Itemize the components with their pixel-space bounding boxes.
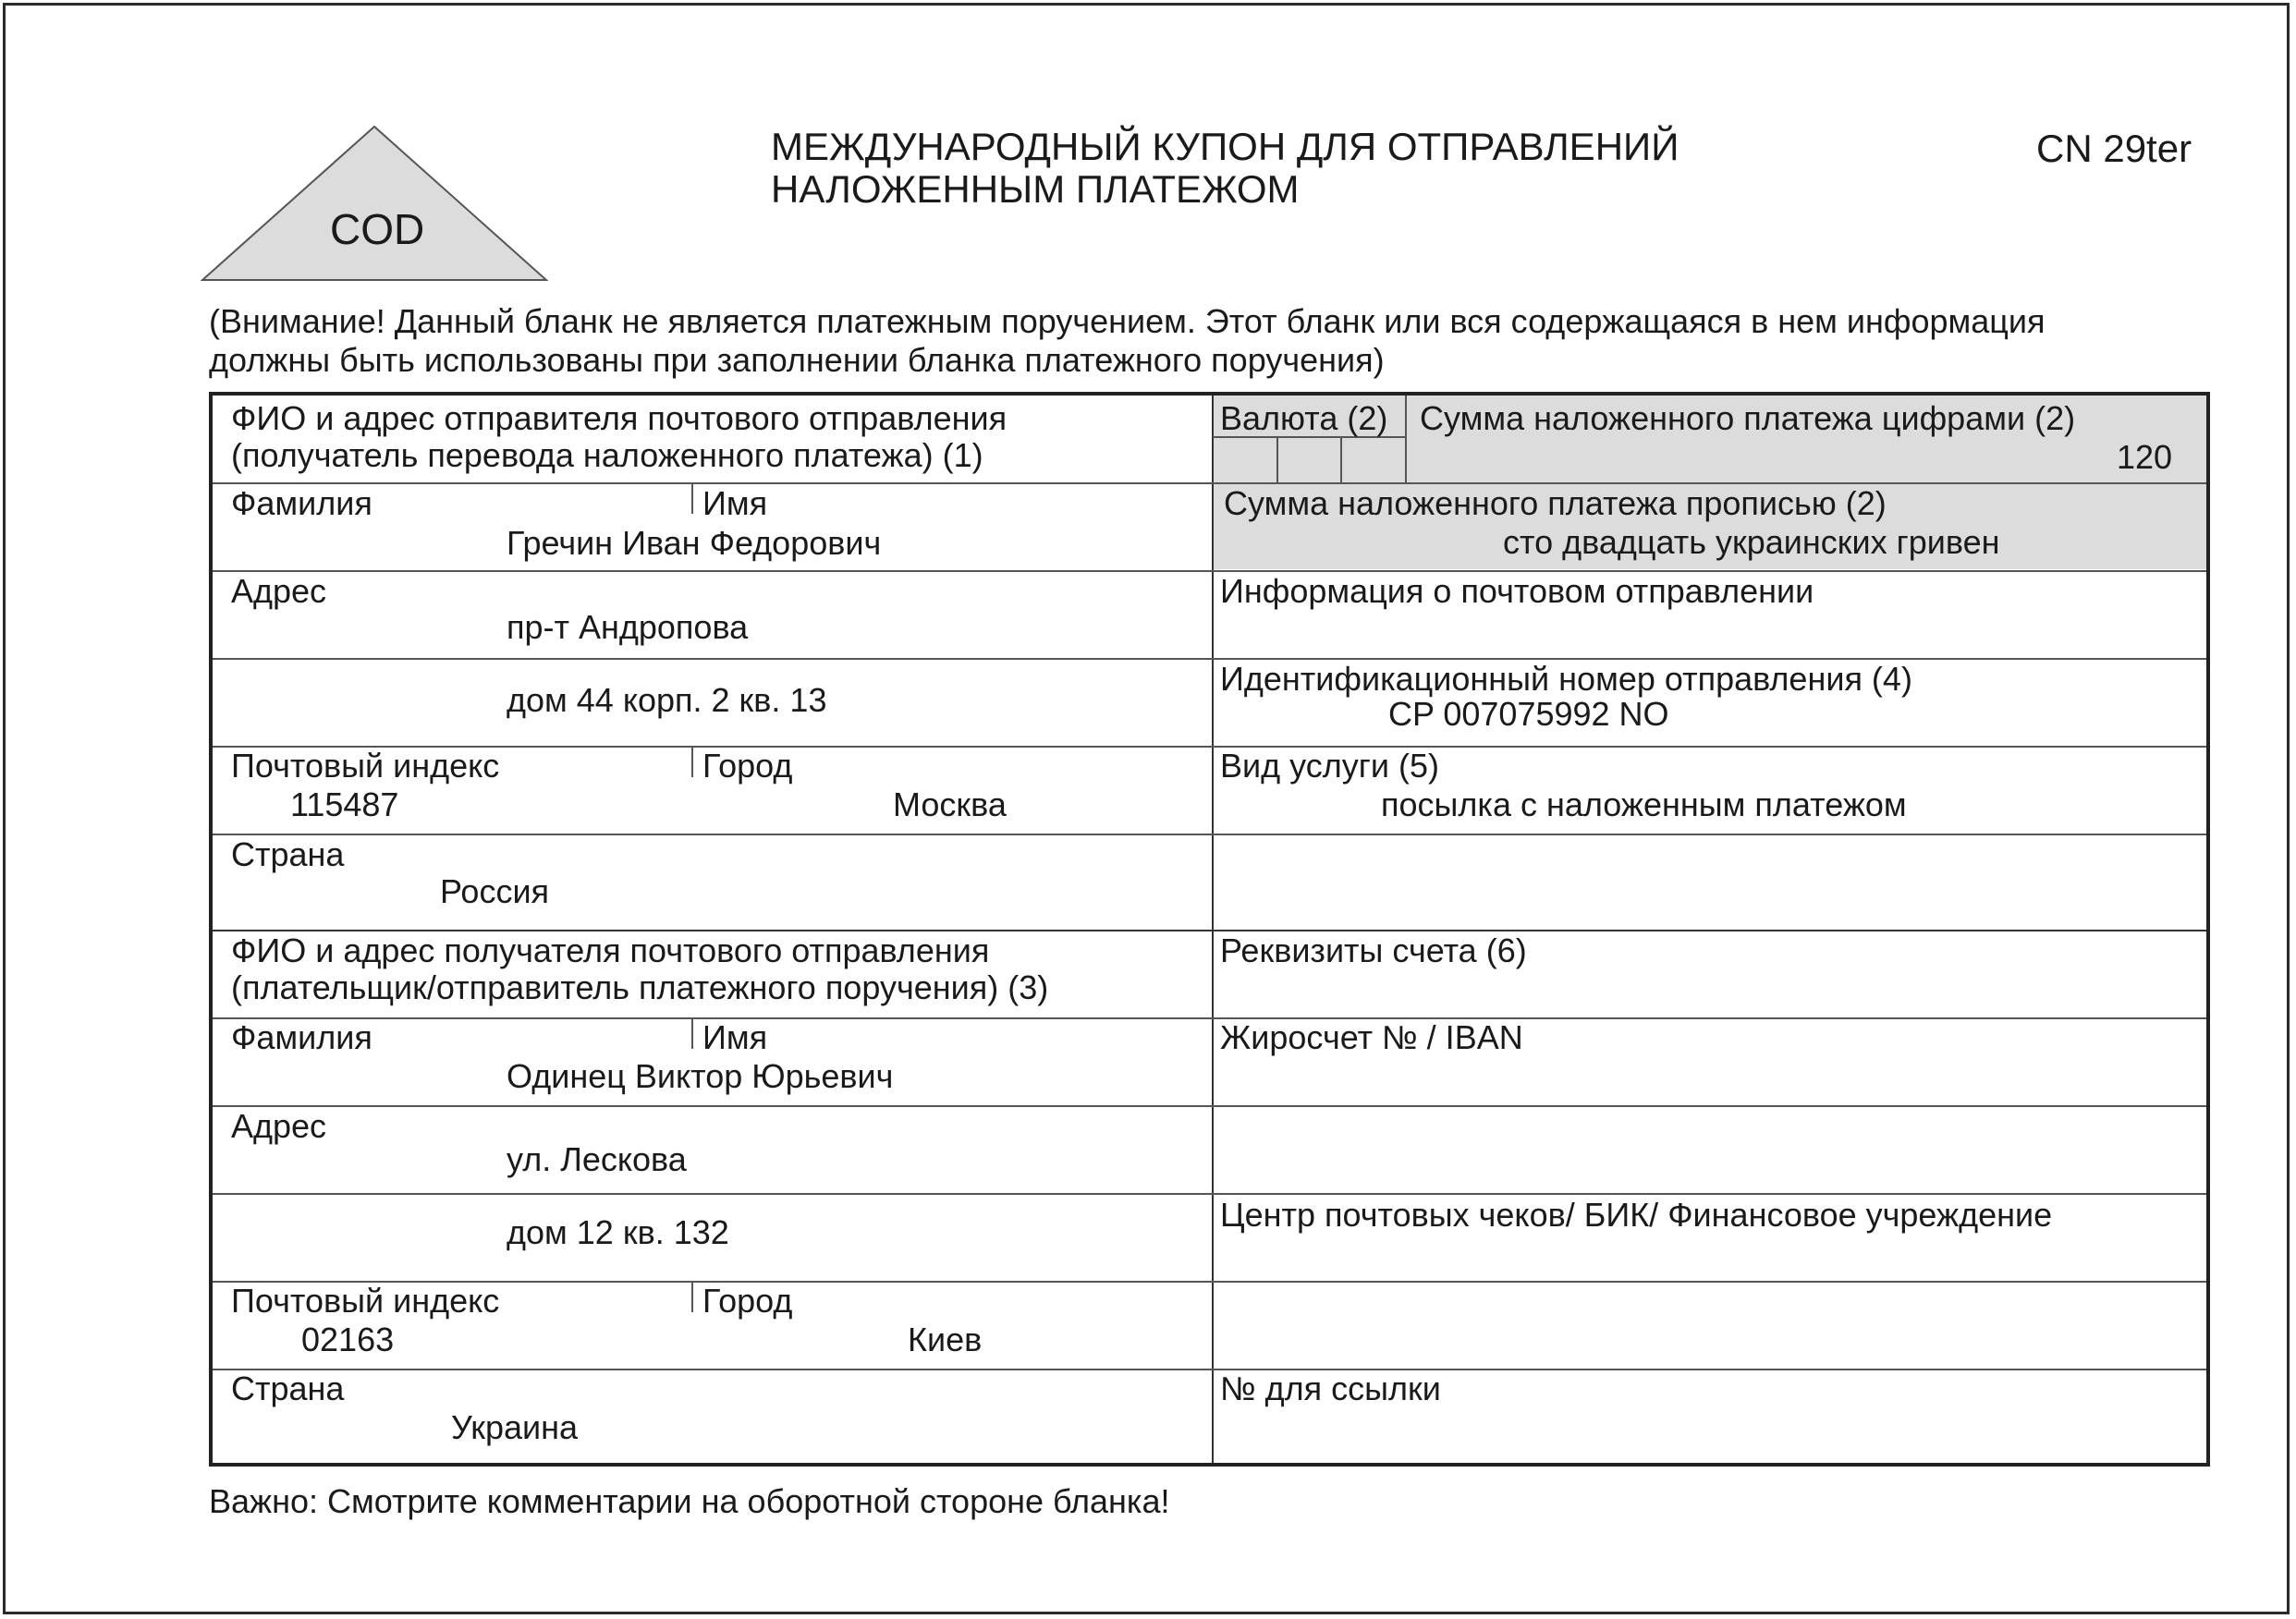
title-line-1: МЕЖДУНАРОДНЫЙ КУПОН ДЛЯ ОТПРАВЛЕНИЙ: [771, 125, 1679, 168]
service-value: посылка с наложенным платежом: [1381, 785, 1907, 823]
sender-name-label: Имя: [702, 484, 768, 522]
recipient-country-label: Страна: [231, 1369, 345, 1407]
sender-address-line-2: дом 44 корп. 2 кв. 13: [507, 681, 827, 719]
reference-label: № для ссылки: [1220, 1369, 1441, 1407]
sender-surname-label: Фамилия: [231, 484, 372, 522]
sender-address-label: Адрес: [231, 572, 327, 610]
recipient-city-label: Город: [702, 1282, 793, 1320]
amount-words-label: Сумма наложенного платежа прописью (2): [1224, 484, 1887, 522]
cod-triangle-icon: [201, 125, 548, 282]
sender-country-label: Страна: [231, 835, 345, 873]
recipient-name-label: Имя: [702, 1018, 768, 1056]
recipient-city: Киев: [908, 1321, 983, 1358]
tracking-number: CP 007075992 NO: [1388, 695, 1669, 733]
bank-label: Центр почтовых чеков/ БИК/ Финансовое учреждение: [1220, 1196, 2053, 1234]
amount-digits-label: Сумма наложенного платежа цифрами (2): [1420, 399, 2076, 437]
account-label: Реквизиты счета (6): [1220, 931, 1527, 969]
currency-label: Валюта (2): [1220, 399, 1388, 437]
recipient-postcode-label: Почтовый индекс: [231, 1282, 500, 1320]
recipient-address-label: Адрес: [231, 1107, 327, 1145]
cod-badge: [201, 125, 548, 282]
sender-postcode-label: Почтовый индекс: [231, 747, 500, 785]
coupon-form: [209, 392, 2210, 1467]
recipient-full-name: Одинец Виктор Юрьевич: [507, 1057, 894, 1095]
sender-address-line-1: пр-т Андропова: [507, 608, 749, 646]
amount-digits: 120: [2117, 438, 2173, 476]
notice-line-1: (Внимание! Данный бланк не является платежным поручением. Этот бланк или вся содержащаяся в нем информация: [209, 302, 2046, 340]
sender-country: Россия: [440, 872, 550, 910]
sender-full-name: Гречин Иван Федорович: [507, 524, 882, 562]
cod-label: COD: [330, 205, 425, 253]
recipient-heading-line-1: ФИО и адрес получателя почтового отправления: [231, 931, 990, 969]
sender-postcode: 115487: [290, 785, 399, 823]
recipient-address-line-1: ул. Лескова: [507, 1140, 687, 1178]
sender-city: Москва: [893, 785, 1007, 823]
form-code: CN 29ter: [2036, 127, 2192, 170]
amount-words: сто двадцать украинских гривен: [1503, 523, 2000, 561]
recipient-heading-line-2: (плательщик/отправитель платежного поручения) (3): [231, 968, 1049, 1006]
footer-note: Важно: Смотрите комментарии на оборотной стороне бланка!: [209, 1482, 1170, 1520]
tracking-label: Идентификационный номер отправления (4): [1220, 660, 1912, 698]
notice-line-2: должны быть использованы при заполнении бланка платежного поручения): [209, 341, 1385, 379]
service-label: Вид услуги (5): [1220, 747, 1439, 785]
sender-heading-line-1: ФИО и адрес отправителя почтового отправления: [231, 399, 1008, 437]
recipient-country: Украина: [451, 1408, 579, 1446]
title-line-2: НАЛОЖЕННЫМ ПЛАТЕЖОМ: [771, 167, 1300, 211]
sender-heading-line-2: (получатель перевода наложенного платежа) (1): [231, 436, 983, 474]
recipient-surname-label: Фамилия: [231, 1018, 372, 1056]
recipient-address-line-2: дом 12 кв. 132: [507, 1213, 729, 1251]
shipment-info-label: Информация о почтовом отправлении: [1220, 572, 1814, 610]
iban-label: Жиросчет № / IBAN: [1220, 1018, 1523, 1056]
sender-city-label: Город: [702, 747, 793, 785]
recipient-postcode: 02163: [301, 1321, 395, 1358]
